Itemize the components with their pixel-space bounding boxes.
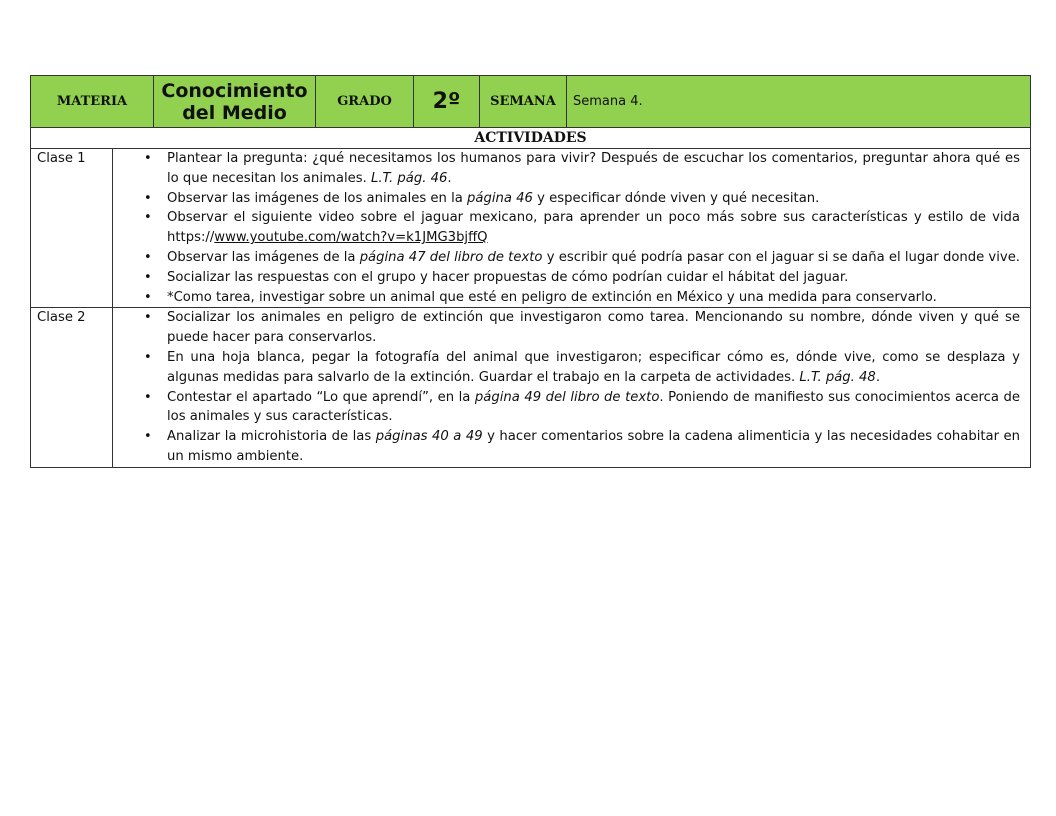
header-table <box>30 75 1031 128</box>
activity-item <box>167 288 1020 308</box>
activity-item <box>167 388 1020 428</box>
activity-text: Observar las imágenes de la <box>167 249 360 265</box>
activity-reference: página 49 del libro de texto <box>474 389 660 405</box>
activity-item <box>167 427 1020 467</box>
actividades-title: ACTIVIDADES <box>31 128 1031 149</box>
activity-text: Observar el siguiente video sobre el jaguar mexicano, para aprender un poco más sobre sus características y estilo de vida https:// <box>167 210 1020 246</box>
activity-text-tail: y hacer comentarios sobre la cadena alimenticia y las necesidades cohabitar en un mismo ambiente. <box>167 429 1020 464</box>
activity-reference: página 47 del libro de texto <box>359 249 543 265</box>
materia-value <box>154 76 316 128</box>
clase2-list <box>113 308 1030 466</box>
activity-text: Socializar los animales en peligro de extinción que investigaron como tarea. Mencionando su nombre, dónde viven y qué se puede hacer para conservarlos. <box>167 310 1020 346</box>
activity-text: Observar las imágenes de los animales en la <box>167 190 468 206</box>
activity-text-tail: . <box>447 170 452 186</box>
activity-text: Contestar el apartado “Lo que aprendí”, en la <box>167 389 475 405</box>
clase2-label: Clase 2 <box>31 308 113 467</box>
activity-reference: L.T. pág. 46 <box>371 170 448 186</box>
activity-item <box>167 149 1020 189</box>
clase1-row <box>31 149 1031 308</box>
materia-value-line1: Conocimiento <box>161 79 308 102</box>
clase1-activities <box>113 149 1031 308</box>
grado-label: GRADO <box>316 76 414 128</box>
activity-text-tail: y especificar dónde viven y qué necesitan. <box>532 190 820 206</box>
activity-text: Plantear la pregunta: ¿qué necesitamos los humanos para vivir? Después de escuchar los comentarios, preguntar ahora qué es lo que necesitan los animales. <box>167 151 1020 186</box>
activity-item <box>167 348 1020 388</box>
activity-text-tail: y escribir qué podría pasar con el jaguar si se daña el lugar donde vive. <box>542 249 1020 265</box>
activity-text-tail: . Poniendo de manifiesto sus conocimientos acerca de los animales y sus características. <box>167 389 1020 425</box>
activity-text: Analizar la microhistoria de las <box>167 429 376 445</box>
clase2-activities <box>113 308 1031 467</box>
activity-text: En una hoja blanca, pegar la fotografía del animal que investigaron; especificar cómo es, dónde vive, como se desplaza y algunas medidas para salvarlo de la extinción. Guardar el trabajo en la carpeta de actividades. <box>167 349 1020 385</box>
semana-label: SEMANA <box>480 76 567 128</box>
activities-table <box>30 128 1031 468</box>
clase2-row <box>31 308 1031 467</box>
activity-text-tail: . <box>875 369 881 385</box>
clase1-list <box>113 149 1030 307</box>
activity-item <box>167 268 1020 288</box>
activity-reference: página 46 <box>467 190 533 206</box>
materia-label: MATERIA <box>31 76 154 128</box>
activity-item <box>167 189 1020 209</box>
activity-reference: L.T. pág. 48 <box>799 369 876 385</box>
activity-text: Socializar las respuestas con el grupo y hacer propuestas de cómo podrían cuidar el hábitat del jaguar. <box>167 269 849 285</box>
clase1-label: Clase 1 <box>31 149 113 308</box>
activity-item <box>167 308 1020 348</box>
activity-text: *Como tarea, investigar sobre un animal que esté en peligro de extinción en México y una medida para conservarlo. <box>167 289 937 305</box>
materia-value-line2: del Medio <box>182 101 287 124</box>
video-link[interactable]: www.youtube.com/watch?v=k1JMG3bjffQ <box>214 230 488 246</box>
activity-item <box>167 208 1020 248</box>
activity-reference: páginas 40 a 49 <box>375 429 483 445</box>
lesson-plan-sheet <box>30 75 1030 468</box>
semana-value: Semana 4. <box>567 76 1031 128</box>
activity-item <box>167 248 1020 268</box>
grado-value: 2º <box>414 76 480 128</box>
